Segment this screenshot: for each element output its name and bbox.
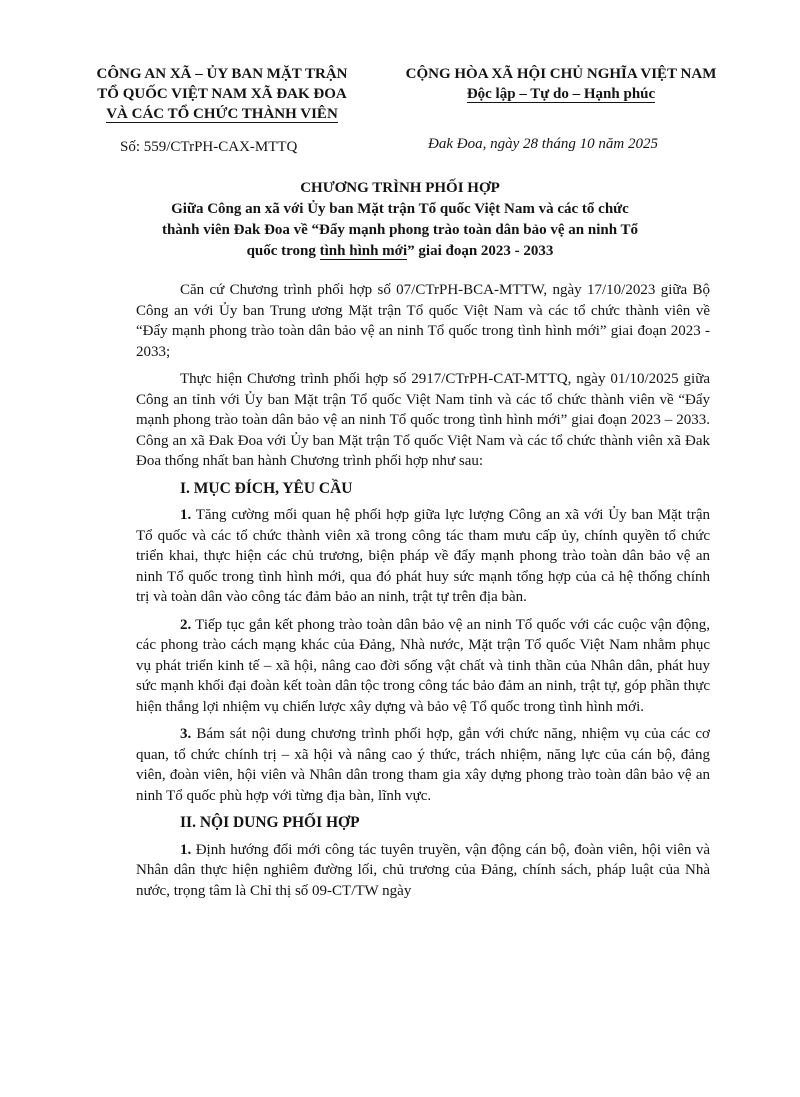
document-body (136, 280, 710, 908)
title-line-3-underlined: tình hình mới (319, 243, 408, 259)
agency-line-3-text: VÀ CÁC TỔ CHỨC THÀNH VIÊN (106, 106, 338, 122)
item-text: Định hướng đổi mới công tác tuyên truyền, vận động cán bộ, đoàn viên, hội viên và Nhân dân thực hiện nghiêm đường lối, chủ trương của Đảng, chính sách, pháp luật của Nhà nước, trọng tâm là Chỉ thị số 09-CT/TW ngày (136, 841, 710, 899)
issuing-agency-block (72, 64, 372, 124)
basis-paragraph-2: Thực hiện Chương trình phối hợp số 2917/CTrPH-CAT-MTTQ, ngày 01/10/2025 giữa Công an tỉnh với Ủy ban Mặt trận Tổ quốc Việt Nam tỉnh và các tổ chức thành viên về “Đẩy mạnh phong trào toàn dân bảo vệ an ninh Tổ quốc trong tình hình mới” giai đoạn 2023 – 2033. Công an xã Đak Đoa với Ủy ban Mặt trận Tổ quốc Việt Nam và các tổ chức thành viên xã Đak Đoa thống nhất ban hành Chương trình phối hợp như sau: (136, 371, 710, 469)
national-motto (382, 84, 740, 104)
item-number: 1. (180, 841, 192, 858)
item-number: 3. (180, 726, 192, 742)
section-1-item-1 (136, 505, 710, 608)
title-line-3 (120, 241, 680, 262)
document-number: Số: 559/CTrPH-CAX-MTTQ (120, 139, 298, 155)
title-line-1: Giữa Công an xã với Ủy ban Mặt trận Tổ quốc Việt Nam và các tổ chức (171, 201, 629, 217)
item-number: 1. (180, 507, 192, 523)
national-header-block (382, 64, 740, 104)
item-text: Tăng cường mối quan hệ phối hợp giữa lực lượng Công an xã với Ủy ban Mặt trận Tổ quốc và các tổ chức thành viên xã trong công tác tham mưu cấp ủy, chính quyền tổ chức triển khai, thực hiện các chủ trương, biện pháp về đẩy mạnh phong trào toàn dân bảo vệ an ninh Tổ quốc trong tình hình mới, qua đó phát huy sức mạnh tổng hợp của cả hệ thống chính trị và toàn dân vào công tác đảm bảo an ninh, trật tự trên địa bàn. (136, 507, 710, 605)
item-number: 2. (180, 616, 192, 633)
section-2-item-1 (136, 840, 710, 902)
section-1-item-2 (136, 615, 710, 718)
item-text: Bám sát nội dung chương trình phối hợp, gắn với chức năng, nhiệm vụ của các cơ quan, tổ chức chính trị – xã hội và nâng cao ý thức, trách nhiệm, năng lực của cán bộ, đảng viên, đoàn viên, hội viên và Nhân dân trong tham gia xây dựng phong trào toàn dân bảo vệ an ninh Tổ quốc phù hợp với từng địa bàn, lĩnh vực. (136, 726, 710, 804)
basis-paragraph-1: Căn cứ Chương trình phối hợp số 07/CTrPH-BCA-MTTW, ngày 17/10/2023 giữa Bộ Công an với Ủy ban Trung ương Mặt trận Tổ quốc Việt Nam và các tổ chức thành viên về “Đẩy mạnh phong trào toàn dân bảo vệ an ninh Tổ quốc trong tình hình mới” giai đoạn 2023 - 2033; (136, 282, 710, 360)
section-1-heading: I. MỤC ĐÍCH, YÊU CẦU (180, 479, 353, 497)
section-2-heading: II. NỘI DUNG PHỐI HỢP (180, 814, 360, 831)
document-title-block (120, 178, 680, 262)
title-line-2: thành viên Đak Đoa về “Đẩy mạnh phong trào toàn dân bảo vệ an ninh Tổ (161, 222, 639, 238)
country-name: CỘNG HÒA XÃ HỘI CHỦ NGHĨA VIỆT NAM (405, 66, 717, 82)
document-date: Đak Đoa, ngày 28 tháng 10 năm 2025 (428, 136, 658, 152)
agency-line-1: CÔNG AN XÃ – ỦY BAN MẶT TRẬN (96, 66, 348, 82)
item-text: Tiếp tục gắn kết phong trào toàn dân bảo vệ an ninh Tổ quốc với các cuộc vận động, các phong trào cách mạng khác của Đảng, Nhà nước, Mặt trận Tổ quốc Việt Nam nhằm phục vụ phát triển kinh tế – xã hội, nâng cao đời sống vật chất và tinh thần của Nhân dân, phát huy sức mạnh khối đại đoàn kết toàn dân tộc trong công tác bảo đảm an ninh, trật tự, góp phần thực hiện thắng lợi nhiệm vụ chiến lược xây dựng và bảo vệ Tổ quốc trong tình hình mới. (136, 616, 710, 715)
title-line-3-pre: quốc trong (246, 243, 320, 259)
national-motto-text: Độc lập – Tự do – Hạnh phúc (466, 86, 656, 102)
document-title: CHƯƠNG TRÌNH PHỐI HỢP (300, 180, 500, 196)
title-line-3-post: ” giai đoạn 2023 - 2033 (407, 243, 554, 259)
agency-line-3 (72, 104, 372, 124)
section-1-item-3 (136, 724, 710, 806)
agency-line-2: TỔ QUỐC VIỆT NAM XÃ ĐAK ĐOA (97, 86, 347, 102)
